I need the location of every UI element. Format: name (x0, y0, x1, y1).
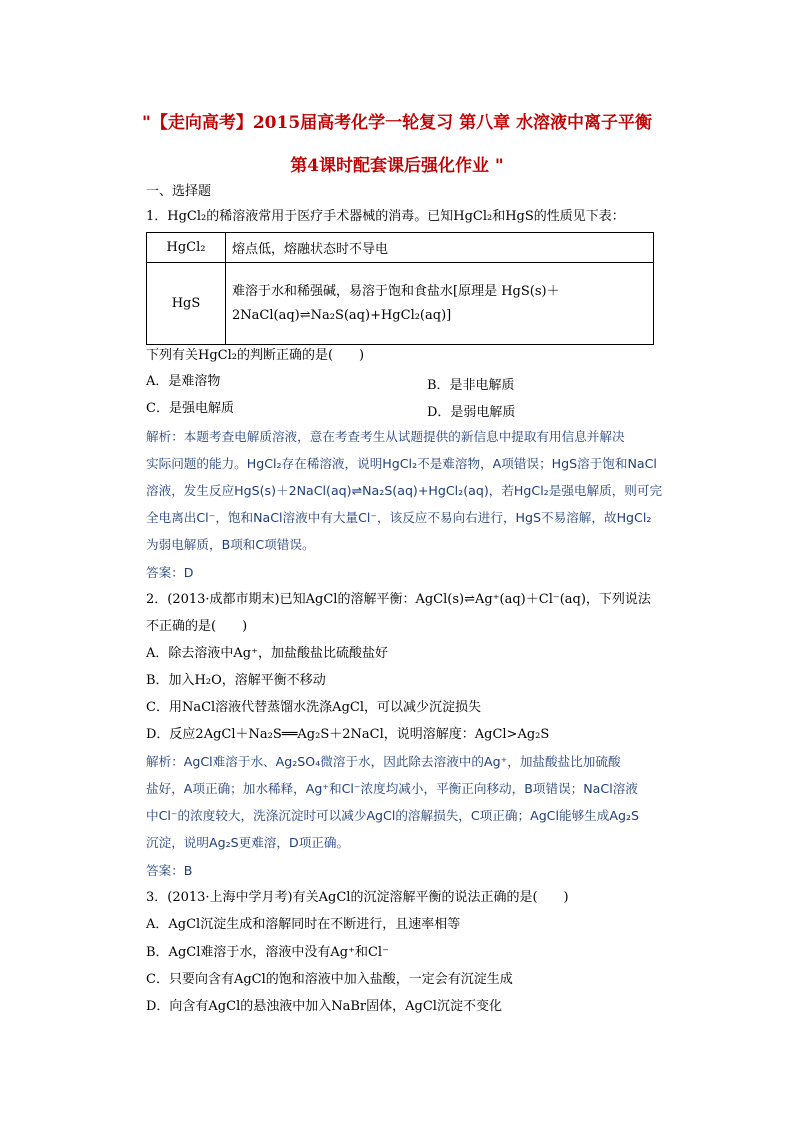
q2-option-d: D．反应2AgCl＋Na₂S══Ag₂S＋2NaCl，说明溶解度：AgCl>Ag₂S (146, 727, 550, 742)
table-cell-key: HgCl₂ (147, 233, 226, 263)
table-cell-value: 难溶于水和稀强碱，易溶于饱和食盐水[原理是 HgS(s)＋2NaCl(aq)⇌Na₂S(aq)+HgCl₂(aq)] (226, 263, 654, 345)
q2-solution-line: 盐好，A项正确；加水稀释，Ag⁺和Cl⁻浓度均减小，平衡正向移动，B项错误；NaCl溶液 (146, 781, 638, 796)
q1-solution-line: 为弱电解质，B项和C项错误。 (146, 537, 315, 552)
q1-solution-line: 实际问题的能力。HgCl₂存在稀溶液，说明HgCl₂不是难溶物，A项错误；HgS溶于饱和NaCl (146, 456, 657, 471)
q1-solution-line: 溶液，发生反应HgS(s)＋2NaCl(aq)⇌Na₂S(aq)+HgCl₂(aq)，若HgCl₂是强电解质，则可完 (146, 483, 663, 498)
answer-value: B (183, 863, 193, 878)
q2-stem-cont: 不正确的是( ) (146, 619, 248, 634)
q2-option-b: B．加入H₂O，溶解平衡不移动 (146, 673, 326, 688)
q1-ask: 下列有关HgCl₂的判断正确的是( ) (146, 348, 365, 363)
section-heading: 一、选择题 (146, 184, 212, 199)
answer-value: D (183, 565, 194, 580)
table-cell-value: 熔点低，熔融状态时不导电 (226, 233, 654, 263)
solution-label: 解析： (146, 754, 184, 769)
q3-option-a: A．AgCl沉淀生成和溶解同时在不断进行，且速率相等 (146, 917, 461, 932)
q1-option-d: D．是弱电解质 (427, 405, 516, 420)
q3-option-d: D．向含有AgCl的悬浊液中加入NaBr固体，AgCl沉淀不变化 (146, 999, 502, 1014)
q1-stem: 1．HgCl₂的稀溶液常用于医疗手术器械的消毒。已知HgCl₂和HgS的性质见下表： (146, 209, 625, 224)
q3-option-c: C．只要向含有AgCl的饱和溶液中加入盐酸，一定会有沉淀生成 (146, 972, 513, 987)
q1-solution-line (146, 429, 625, 445)
q2-solution-line: 沉淀，说明Ag₂S更难溶，D项正确。 (146, 835, 350, 850)
q1-option-b: B．是非电解质 (427, 378, 515, 393)
answer-label: 答案： (146, 863, 184, 878)
doc-title-line2: 第4课时配套课后强化作业 " (290, 156, 504, 176)
q3-stem: 3．(2013·上海中学月考)有关AgCl的沉淀溶解平衡的说法正确的是( ) (146, 890, 569, 905)
table-row (147, 263, 654, 345)
q2-stem: 2．(2013·成都市期末)已知AgCl的溶解平衡：AgCl(s)⇌Ag⁺(aq)＋Cl⁻(aq)，下列说法 (146, 592, 651, 607)
q3-option-b: B．AgCl难溶于水，溶液中没有Ag⁺和Cl⁻ (146, 945, 389, 960)
q2-solution-line: 中Cl⁻的浓度较大，洗涤沉淀时可以减少AgCl的溶解损失，C项正确；AgCl能够生成Ag₂S (146, 808, 640, 823)
solution-label: 解析： (146, 429, 184, 444)
q2-option-a: A．除去溶液中Ag⁺，加盐酸盐比硫酸盐好 (146, 646, 388, 661)
table-row (147, 233, 654, 263)
doc-title-line1: "【走向高考】2015届高考化学一轮复习 第八章 水溶液中离子平衡 (141, 113, 652, 133)
q1-solution-line: 全电离出Cl⁻，饱和NaCl溶液中有大量Cl⁻，该反应不易向右进行，HgS不易溶解，故HgCl₂ (146, 510, 652, 525)
q1-option-c: C．是强电解质 (146, 401, 234, 416)
q1-option-a: A．是难溶物 (146, 374, 221, 389)
property-table (146, 232, 654, 345)
table-cell-key: HgS (147, 263, 226, 345)
q2-answer (146, 863, 192, 879)
q2-option-c: C．用NaCl溶液代替蒸馏水洗涤AgCl，可以减少沉淀损失 (146, 700, 481, 715)
q1-answer (146, 565, 193, 581)
answer-label: 答案： (146, 565, 184, 580)
solution-text: AgCl难溶于水、Ag₂SO₄微溶于水，因此除去溶液中的Ag⁺，加盐酸盐比加硫酸 (183, 754, 621, 769)
q2-solution-line (146, 754, 621, 770)
solution-text: 本题考查电解质溶液，意在考查考生从试题提供的新信息中提取有用信息并解决 (183, 429, 625, 444)
